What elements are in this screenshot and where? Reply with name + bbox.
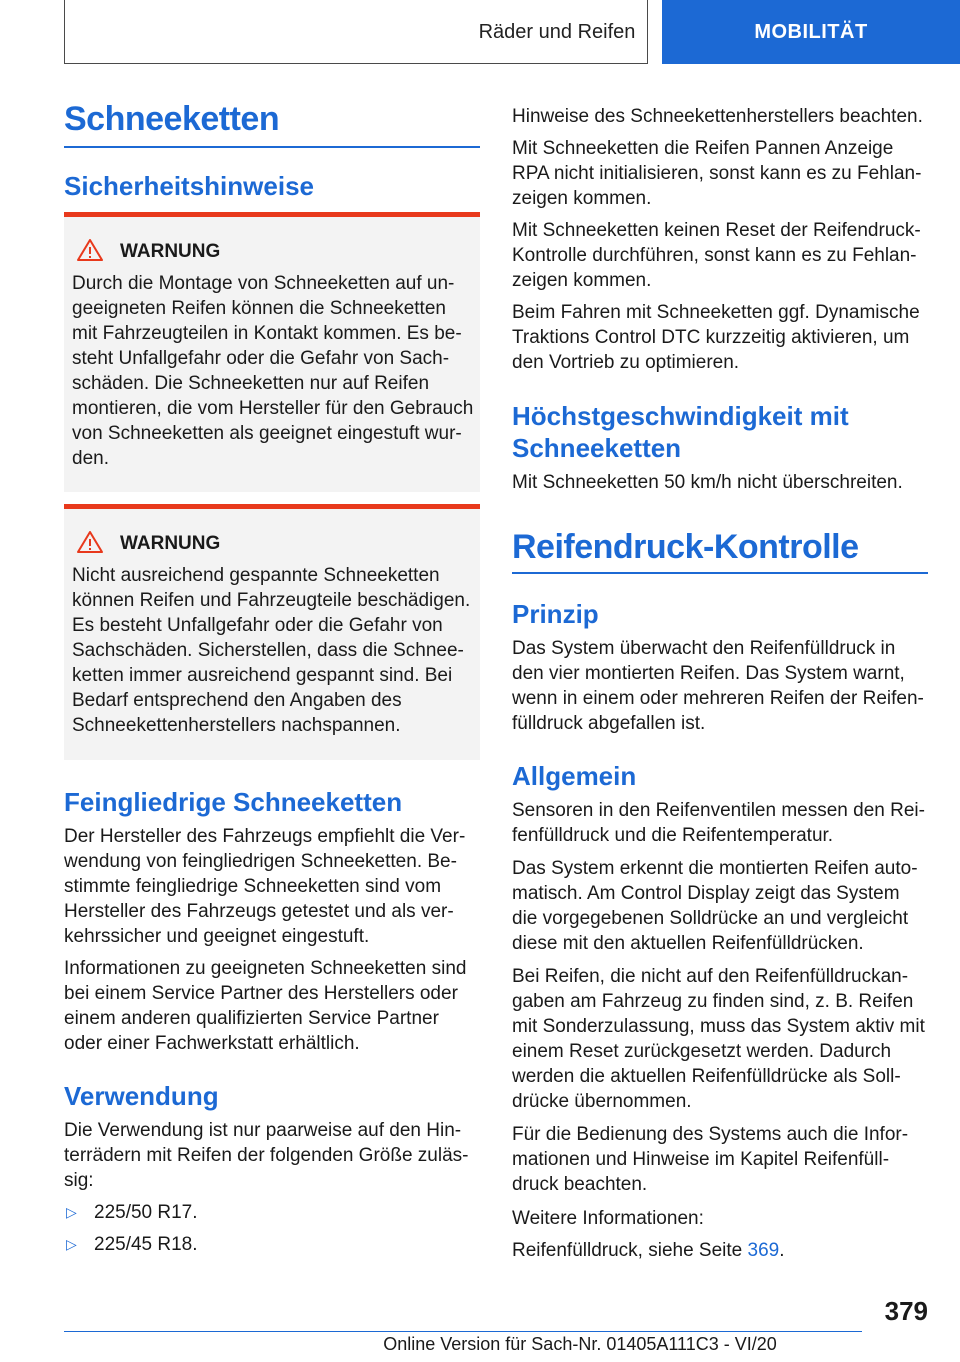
- text-line: einem Reset zurückgesetzt werden. Dadurch: [512, 1041, 892, 1062]
- warning-text-2: [72, 563, 476, 738]
- heading-fine-chains: Feingliedrige Schneeketten: [64, 787, 403, 817]
- paragraph-principle: [512, 636, 928, 736]
- text-line: Die Verwendung ist nur paarweise auf den Hin-: [64, 1120, 462, 1141]
- text-line: druck beachten.: [512, 1174, 648, 1195]
- text-line: mationen und Hinweise im Kapitel Reifenfüll-: [512, 1149, 890, 1170]
- text-line: Mit Schneeketten 50 km/h nicht überschreiten.: [512, 472, 903, 493]
- text-line: Kontrolle durchführen, sonst kann es zu Fehlan-: [512, 245, 917, 266]
- text-line: Beim Fahren mit Schneeketten ggf. Dynamische: [512, 302, 920, 323]
- triangle-bullet-icon: ▷: [66, 1204, 77, 1220]
- warning-triangle-icon: [76, 530, 104, 559]
- list-item: [64, 1232, 198, 1257]
- warning-header: [76, 531, 220, 557]
- text-line: Schneekettenherstellers nachspannen.: [72, 715, 401, 736]
- heading-principle: Prinzip: [512, 599, 599, 629]
- text-line: Das System erkennt die montierten Reifen auto-: [512, 858, 918, 879]
- text-line: Es besteht Unfallgefahr oder die Gefahr von: [72, 615, 443, 636]
- text-line: diese mit den aktuellen Reifenfülldrücken.: [512, 933, 864, 954]
- text-line: wendung von feingliedrigen Schneeketten. Be-: [64, 851, 457, 872]
- paragraph-general-2: [512, 856, 928, 956]
- text-line: geeigneten Reifen können die Schneeketten: [72, 298, 446, 319]
- text-line: fülldruck abgefallen ist.: [512, 713, 706, 734]
- paragraph-fine-1: [64, 824, 480, 949]
- text-line: Sensoren in den Reifenventilen messen den Rei-: [512, 800, 925, 821]
- page-number: 379: [884, 1296, 928, 1326]
- triangle-bullet-icon: ▷: [66, 1236, 77, 1252]
- text-line: gaben am Fahrzeug zu finden sind, z. B. Reifen: [512, 991, 914, 1012]
- text-line: Informationen zu geeigneten Schneeketten sind: [64, 958, 467, 979]
- text-line: einem anderen qualifizierten Service Partner: [64, 1008, 439, 1029]
- warning-header: [76, 239, 220, 265]
- text-line: Bedarf entsprechend den Angaben des: [72, 690, 402, 711]
- text-line: drücke übernommen.: [512, 1091, 692, 1112]
- text-line: matisch. Am Control Display zeigt das System: [512, 883, 900, 904]
- paragraph-general-4: [512, 1122, 928, 1197]
- text-line: Hersteller des Fahrzeugs getestet und als ver-: [64, 901, 454, 922]
- text-line: RPA nicht initialisieren, sonst kann es zu Fehlan-: [512, 163, 922, 184]
- reference-end: .: [779, 1240, 785, 1261]
- text-line: fenfülldruck und die Reifentemperatur.: [512, 825, 834, 846]
- list-item: [64, 1200, 198, 1225]
- paragraph-fine-2: [64, 956, 480, 1056]
- text-line: können Reifen und Fahrzeugteile beschädigen.: [72, 590, 471, 611]
- page-title: Schneeketten: [64, 100, 280, 138]
- text-line: Traktions Control DTC kurzzeitig aktivieren, um: [512, 327, 910, 348]
- paragraph-r4: [512, 300, 928, 375]
- heading-line: Schneeketten: [512, 433, 682, 463]
- cross-reference: [512, 1238, 928, 1263]
- more-info-label: Weitere Informationen:: [512, 1208, 704, 1229]
- paragraph-general-1: [512, 798, 928, 848]
- heading-safety: Sicherheitshinweise: [64, 171, 314, 201]
- warning-box-1: [64, 212, 480, 492]
- warning-title: WARNUNG: [120, 241, 221, 262]
- text-line: sig:: [64, 1170, 94, 1191]
- paragraph-r3: [512, 218, 928, 293]
- text-line: ketten immer ausreichend gespannt sind. Bei: [72, 665, 453, 686]
- text-line: Mit Schneeketten die Reifen Pannen Anzeige: [512, 138, 894, 159]
- text-line: Nicht ausreichend gespannte Schneeketten: [72, 565, 440, 586]
- text-line: stimmte feingliedrige Schneeketten sind vom: [64, 876, 442, 897]
- text-line: die vorgegebenen Solldrücke an und vergleicht: [512, 908, 909, 929]
- section-title-tpms: Reifendruck-Kontrolle: [512, 528, 859, 566]
- text-line: den Vortrieb zu optimieren.: [512, 352, 740, 373]
- text-line: Für die Bedienung des Systems auch die Infor-: [512, 1124, 909, 1145]
- text-line: Hinweise des Schneekettenherstellers beachten.: [512, 106, 923, 127]
- text-line: montieren, die vom Hersteller für den Gebrauch: [72, 398, 474, 419]
- header-chapter-tab[interactable]: MOBILITÄT: [662, 0, 960, 64]
- footer-online-version: Online Version für Sach-Nr. 01405A111C3 - VI/20: [383, 1334, 777, 1354]
- text-line: Durch die Montage von Schneeketten auf un-: [72, 273, 455, 294]
- warning-box-2: [64, 504, 480, 760]
- text-line: zeigen kommen.: [512, 270, 652, 291]
- heading-max-speed: [512, 400, 928, 464]
- text-line: mit Sonderzulassung, muss das System aktiv mit: [512, 1016, 925, 1037]
- text-line: werden die aktuellen Reifenfülldrücke als Soll-: [512, 1066, 901, 1087]
- paragraph-r1: [512, 104, 928, 129]
- text-line: steht Unfallgefahr oder die Gefahr von Sach-: [72, 348, 450, 369]
- text-line: den vier montierten Reifen. Das System warnt,: [512, 663, 905, 684]
- text-line: von Schneeketten als geeignet eingestuft wur-: [72, 423, 462, 444]
- text-line: bei einem Service Partner des Herstellers oder: [64, 983, 458, 1004]
- paragraph-general-3: [512, 964, 928, 1114]
- text-line: wenn in einem oder mehreren Reifen der Reifen-: [512, 688, 924, 709]
- list-item-text: 225/50 R17.: [94, 1201, 198, 1223]
- warning-triangle-icon: [76, 238, 104, 267]
- text-line: Bei Reifen, die nicht auf den Reifenfülldruckan-: [512, 966, 909, 987]
- text-line: den.: [72, 448, 109, 469]
- paragraph-speed: [512, 470, 928, 495]
- heading-general: Allgemein: [512, 761, 637, 791]
- text-line: Das System überwacht den Reifenfülldruck in: [512, 638, 896, 659]
- warning-text-1: [72, 271, 476, 471]
- text-line: terrädern mit Reifen der folgenden Größe zuläs-: [64, 1145, 469, 1166]
- text-line: Mit Schneeketten keinen Reset der Reifendruck-: [512, 220, 921, 241]
- text-line: oder einer Fachwerkstatt erhältlich.: [64, 1033, 360, 1054]
- paragraph-r2: [512, 136, 928, 211]
- title-rule: [512, 572, 928, 574]
- text-line: Sachschäden. Sicherstellen, dass die Schnee-: [72, 640, 464, 661]
- title-rule: [64, 146, 480, 148]
- text-line: Der Hersteller des Fahrzeugs empfiehlt die Ver-: [64, 826, 466, 847]
- text-line: kehrssicher und geeignet eingestuft.: [64, 926, 370, 947]
- list-item-text: 225/45 R18.: [94, 1233, 198, 1255]
- reference-text: Reifenfülldruck, siehe Seite: [512, 1240, 748, 1261]
- footer-rule: [64, 1331, 862, 1332]
- text-line: schäden. Die Schneeketten nur auf Reifen: [72, 373, 430, 394]
- warning-title: WARNUNG: [120, 533, 221, 554]
- heading-line: Höchstgeschwindigkeit mit: [512, 401, 849, 431]
- header-section-title: Räder und Reifen: [478, 20, 636, 43]
- page-link[interactable]: 369: [747, 1240, 780, 1261]
- text-line: mit Fahrzeugteilen in Kontakt kommen. Es be-: [72, 323, 462, 344]
- heading-use: Verwendung: [64, 1081, 219, 1111]
- paragraph-use: [64, 1118, 480, 1193]
- text-line: zeigen kommen.: [512, 188, 652, 209]
